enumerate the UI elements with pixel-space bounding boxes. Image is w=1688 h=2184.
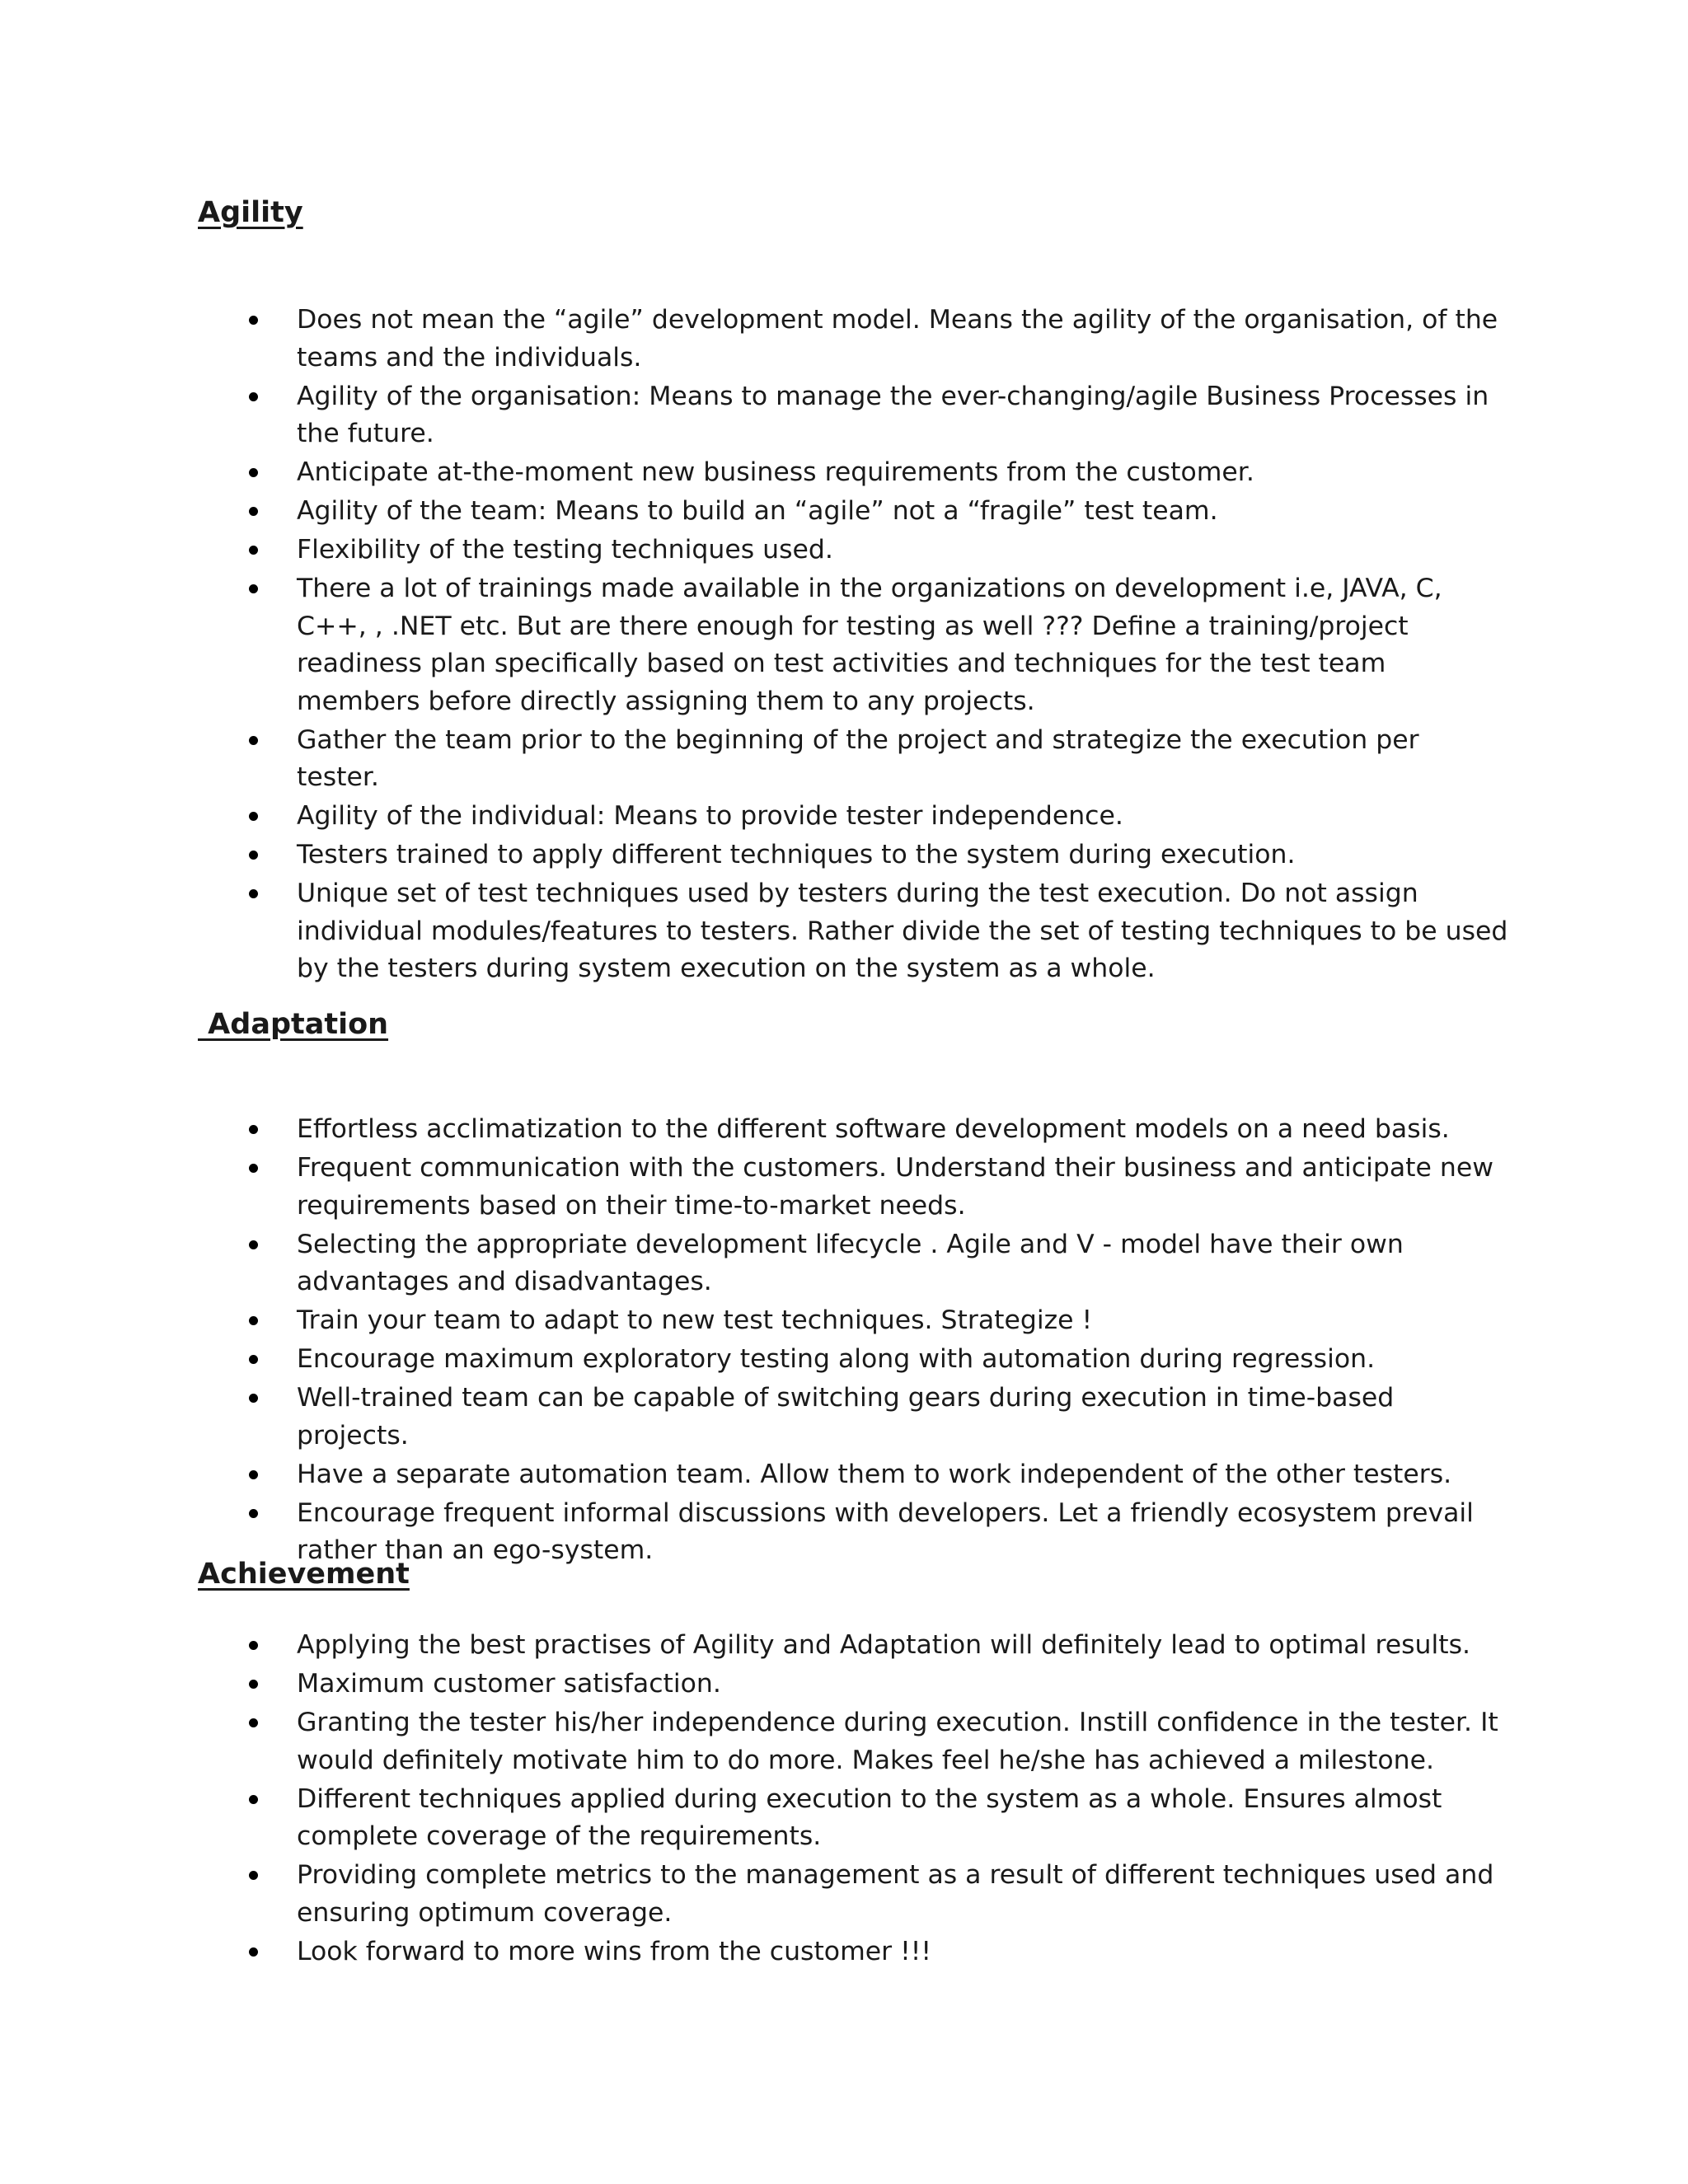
bullet-icon bbox=[249, 736, 258, 745]
bullet-icon bbox=[249, 1641, 258, 1650]
list-item bbox=[0, 798, 1508, 836]
bullet-icon bbox=[249, 889, 258, 898]
list-item-text: Well-trained team can be capable of switching gears during execution in time-based projects. bbox=[297, 1383, 1395, 1451]
bullet-icon bbox=[249, 584, 258, 593]
bullet-icon bbox=[249, 1718, 258, 1727]
list-item bbox=[0, 722, 1508, 797]
bullet-icon bbox=[249, 1871, 258, 1880]
list-item-text: Agility of the individual: Means to provide tester independence. bbox=[297, 801, 1123, 831]
list-item-text: Train your team to adapt to new test techniques. Strategize ! bbox=[297, 1305, 1093, 1335]
list-item bbox=[0, 1627, 1508, 1665]
list-item bbox=[0, 1150, 1508, 1225]
list-item-text: Look forward to more wins from the customer !!! bbox=[297, 1936, 931, 1966]
bullet-icon bbox=[249, 1164, 258, 1173]
list-item bbox=[0, 378, 1508, 453]
bullet-icon bbox=[249, 1680, 258, 1689]
list-item bbox=[0, 1111, 1508, 1149]
bullet-icon bbox=[249, 1394, 258, 1403]
bullet-icon bbox=[249, 392, 258, 401]
list-item bbox=[0, 493, 1508, 531]
bullet-icon bbox=[249, 546, 258, 555]
list-item-text: Does not mean the “agile” development model. Means the agility of the organisation, of the teams and the individuals. bbox=[297, 305, 1498, 373]
list-item-text: Selecting the appropriate development lifecycle . Agile and V - model have their own advantages and disadvantages. bbox=[297, 1229, 1404, 1296]
bullet-icon bbox=[249, 1947, 258, 1957]
list-item bbox=[0, 1380, 1508, 1455]
list-item bbox=[0, 302, 1508, 377]
list-item-text: Granting the tester his/her independence during execution. Instill confidence in the tester. It would definitely motivate him to do more. Makes feel he/she has achieved a milestone. bbox=[297, 1708, 1498, 1775]
bullet-list-adaptation bbox=[0, 1111, 1508, 1571]
list-item bbox=[0, 570, 1508, 720]
bullet-icon bbox=[249, 1240, 258, 1249]
list-item-text: Agility of the organisation: Means to manage the ever-changing/agile Business Processes in the future. bbox=[297, 381, 1489, 448]
section-heading-agility: Agility bbox=[198, 196, 303, 229]
list-item bbox=[0, 1456, 1508, 1494]
list-item-text: There a lot of trainings made available in the organizations on development i.e, JAVA, C, C++, , .NET etc. But are there enough for testing as well ??? Define a training/project readiness plan specifically based on test activities and techniques for the test team members before directly assigning them to any projects. bbox=[297, 574, 1442, 716]
bullet-icon bbox=[249, 1125, 258, 1134]
bullet-icon bbox=[249, 812, 258, 821]
list-item-text: Gather the team prior to the beginning of the project and strategize the execution per tester. bbox=[297, 724, 1419, 792]
bullet-icon bbox=[249, 851, 258, 860]
bullet-icon bbox=[249, 1470, 258, 1479]
list-item bbox=[0, 1704, 1508, 1779]
list-item-text: Effortless acclimatization to the different software development models on a need basis. bbox=[297, 1114, 1450, 1144]
bullet-icon bbox=[249, 1316, 258, 1325]
list-item-text: Maximum customer satisfaction. bbox=[297, 1669, 721, 1699]
list-item bbox=[0, 1781, 1508, 1856]
section-heading-adaptation: Adaptation bbox=[198, 1008, 389, 1041]
list-item-text: Anticipate at-the-moment new business requirements from the customer. bbox=[297, 457, 1254, 487]
list-item-text: Frequent communication with the customers. Understand their business and anticipate new requirements based on their time-to-market needs. bbox=[297, 1153, 1494, 1221]
list-item-text: Unique set of test techniques used by testers during the test execution. Do not assign individual modules/features to testers. Rather divide the set of testing techniques to be used by the testers during system execution on the system as a whole. bbox=[297, 879, 1508, 983]
list-item-text: Agility of the team: Means to build an “agile” not a “fragile” test team. bbox=[297, 496, 1218, 526]
list-item-text: Have a separate automation team. Allow them to work independent of the other testers. bbox=[297, 1459, 1452, 1489]
bullet-icon bbox=[249, 1355, 258, 1364]
bullet-list-agility bbox=[0, 302, 1508, 989]
list-item-text: Encourage frequent informal discussions with developers. Let a friendly ecosystem prevail rather than an ego-system. bbox=[297, 1497, 1474, 1565]
list-item bbox=[0, 1933, 1508, 1971]
list-item bbox=[0, 1857, 1508, 1932]
list-item bbox=[0, 1666, 1508, 1704]
list-item-text: Applying the best practises of Agility and Adaptation will definitely lead to optimal results. bbox=[297, 1630, 1470, 1660]
bullet-list-achievement bbox=[0, 1627, 1508, 1972]
bullet-icon bbox=[249, 1795, 258, 1804]
list-item bbox=[0, 1302, 1508, 1340]
list-item-text: Providing complete metrics to the management as a result of different techniques used and ensuring optimum coverage. bbox=[297, 1860, 1494, 1928]
list-item bbox=[0, 875, 1508, 988]
bullet-icon bbox=[249, 316, 258, 325]
list-item-text: Flexibility of the testing techniques used. bbox=[297, 535, 833, 565]
bullet-icon bbox=[249, 468, 258, 477]
list-item bbox=[0, 1226, 1508, 1301]
bullet-icon bbox=[249, 507, 258, 516]
list-item-text: Testers trained to apply different techniques to the system during execution. bbox=[297, 840, 1296, 869]
list-item bbox=[0, 837, 1508, 874]
list-item-text: Different techniques applied during execution to the system as a whole. Ensures almost complete coverage of the requirements. bbox=[297, 1783, 1442, 1851]
section-heading-achievement: Achievement bbox=[198, 1558, 410, 1591]
list-item bbox=[0, 454, 1508, 492]
list-item-text: Encourage maximum exploratory testing along with automation during regression. bbox=[297, 1344, 1376, 1374]
list-item bbox=[0, 1341, 1508, 1379]
bullet-icon bbox=[249, 1509, 258, 1518]
list-item bbox=[0, 532, 1508, 569]
